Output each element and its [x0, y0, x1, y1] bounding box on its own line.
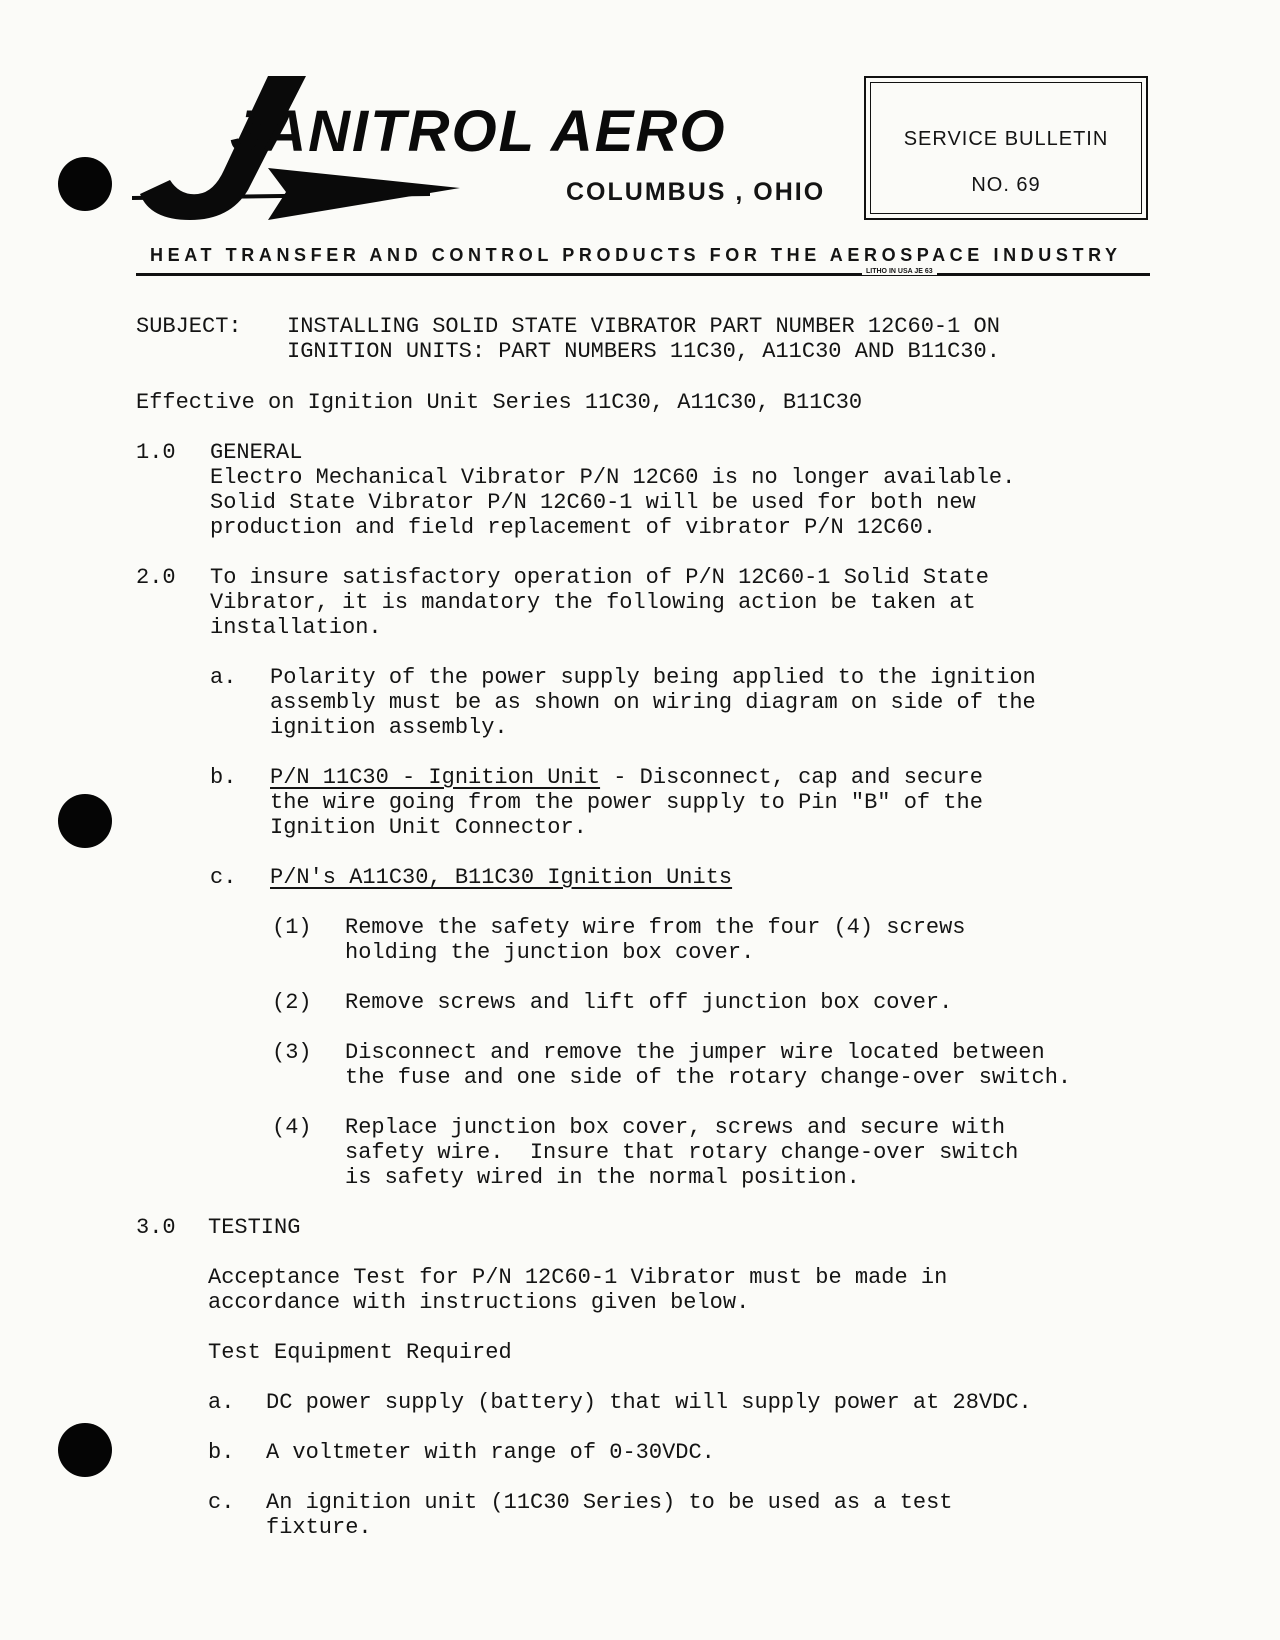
section-title: TESTING: [208, 1215, 301, 1240]
paragraph-line: Vibrator, it is mandatory the following action be taken at: [210, 590, 976, 615]
binder-hole-middle: [58, 794, 112, 848]
service-bulletin-box: [864, 76, 1148, 220]
subject-label: SUBJECT:: [136, 314, 242, 339]
step-line: Remove screws and lift off junction box cover.: [345, 990, 953, 1015]
step-number: (4): [272, 1115, 312, 1140]
paragraph-line: accordance with instructions given below.: [208, 1290, 750, 1315]
litho-mark: LITHO IN USA JE 63: [862, 268, 937, 275]
item-line: the wire going from the power supply to Pin "B" of the: [270, 790, 983, 815]
item-line: An ignition unit (11C30 Series) to be used as a test: [266, 1490, 953, 1515]
item-line: Ignition Unit Connector.: [270, 815, 587, 840]
bulletin-number: NO. 69: [971, 174, 1041, 196]
step-line: Remove the safety wire from the four (4) screws: [345, 915, 966, 940]
item-heading-underlined: P/N 11C30 - Ignition Unit: [270, 765, 601, 790]
step-number: (1): [272, 915, 312, 940]
step-line: holding the junction box cover.: [345, 940, 755, 965]
step-line: the fuse and one side of the rotary change-over switch.: [345, 1065, 1072, 1090]
paragraph-line: production and field replacement of vibrator P/N 12C60.: [210, 515, 937, 540]
item-label: a.: [208, 1390, 235, 1415]
paragraph-line: Acceptance Test for P/N 12C60-1 Vibrator must be made in: [208, 1265, 948, 1290]
section-number: 1.0: [136, 440, 176, 465]
item-label: c.: [208, 1490, 235, 1515]
item-line: A voltmeter with range of 0-30VDC.: [266, 1440, 715, 1465]
item-label: b.: [210, 765, 237, 790]
step-line: Replace junction box cover, screws and secure with: [345, 1115, 1006, 1140]
bulletin-title: SERVICE BULLETIN: [903, 128, 1109, 150]
binder-hole-top: [58, 157, 112, 211]
subject-line-1: INSTALLING SOLID STATE VIBRATOR PART NUMBER 12C60-1 ON: [287, 314, 1000, 339]
section-number: 2.0: [136, 565, 176, 590]
item-heading-underlined: P/N's A11C30, B11C30 Ignition Units: [270, 865, 733, 890]
step-line: safety wire. Insure that rotary change-over switch: [345, 1140, 1019, 1165]
item-line: Polarity of the power supply being applied to the ignition: [270, 665, 1036, 690]
step-number: (2): [272, 990, 312, 1015]
header-rule: [136, 273, 1150, 276]
section-title: GENERAL: [210, 440, 303, 465]
item-line-rest: - Disconnect, cap and secure: [600, 765, 983, 790]
paragraph-line: Solid State Vibrator P/N 12C60-1 will be used for both new: [210, 490, 976, 515]
company-tagline: HEAT TRANSFER AND CONTROL PRODUCTS FOR THE AEROSPACE INDUSTRY: [150, 245, 1122, 265]
item-label: c.: [210, 865, 237, 890]
item-line: assembly must be as shown on wiring diagram on side of the: [270, 690, 1036, 715]
step-number: (3): [272, 1040, 312, 1065]
binder-hole-bottom: [58, 1423, 112, 1477]
item-label: a.: [210, 665, 237, 690]
paragraph-line: Electro Mechanical Vibrator P/N 12C60 is no longer available.: [210, 465, 1016, 490]
item-line: fixture.: [266, 1515, 372, 1540]
equipment-heading: Test Equipment Required: [208, 1340, 512, 1365]
item-line: [270, 765, 983, 790]
subject-line-2: IGNITION UNITS: PART NUMBERS 11C30, A11C30 AND B11C30.: [287, 339, 1000, 364]
item-line: ignition assembly.: [270, 715, 508, 740]
company-city: COLUMBUS , OHIO: [566, 178, 826, 206]
item-line: DC power supply (battery) that will supply power at 28VDC.: [266, 1390, 1032, 1415]
paragraph-line: To insure satisfactory operation of P/N 12C60-1 Solid State: [210, 565, 989, 590]
paragraph-line: installation.: [210, 615, 382, 640]
step-line: is safety wired in the normal position.: [345, 1165, 860, 1190]
company-name: JANITROL AERO: [230, 99, 727, 164]
effective-line: Effective on Ignition Unit Series 11C30, A11C30, B11C30: [136, 390, 863, 415]
step-line: Disconnect and remove the jumper wire located between: [345, 1040, 1045, 1065]
section-number: 3.0: [136, 1215, 176, 1240]
item-label: b.: [208, 1440, 235, 1465]
